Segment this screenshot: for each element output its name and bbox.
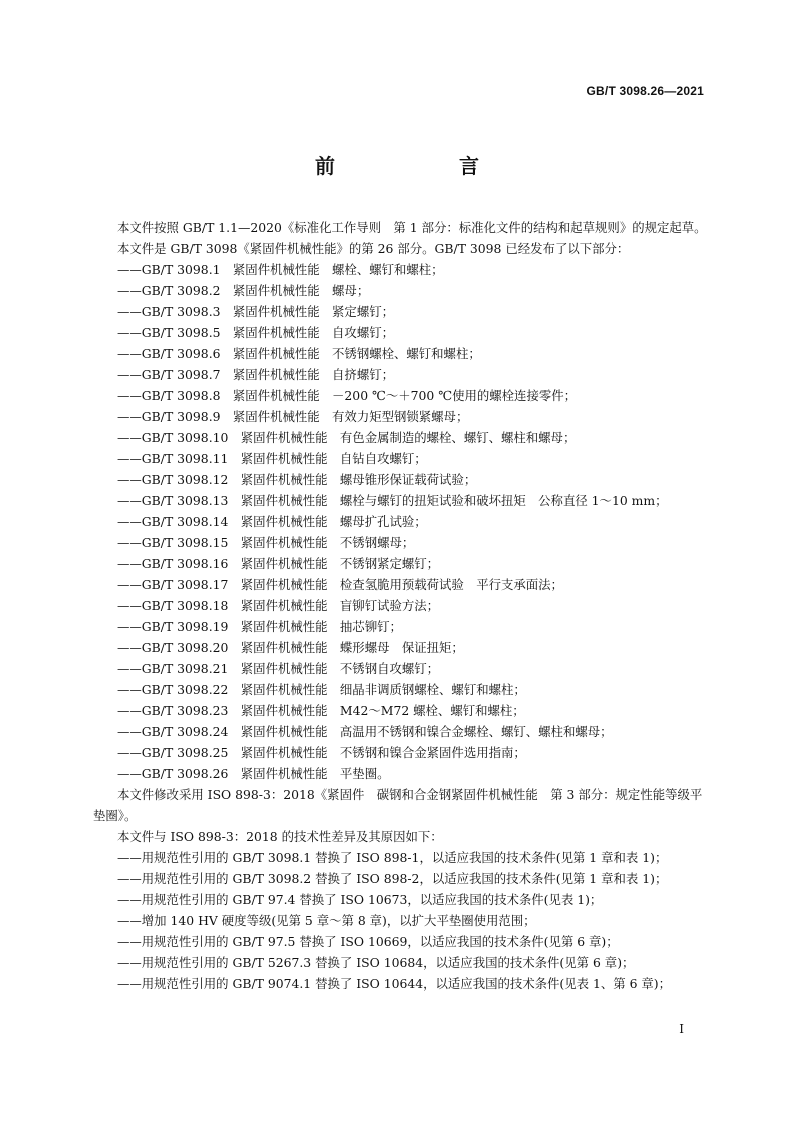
iso-adoption-paragraph: 本文件修改采用 ISO 898-3：2018《紧固件 碳钢和合金钢紧固件机械性能 第 3 部分：规定性能等级平垫圈》。 (93, 787, 703, 823)
list-item: ——GB/T 3098.17 紧固件机械性能 检查氢脆用预载荷试验 平行支承面法； (117, 577, 563, 592)
list-item: ——GB/T 3098.26 紧固件机械性能 平垫圈。 (117, 766, 390, 781)
list-item: ——GB/T 3098.6 紧固件机械性能 不锈钢螺栓、螺钉和螺柱； (117, 346, 481, 361)
list-item: ——GB/T 3098.10 紧固件机械性能 有色金属制造的螺栓、螺钉、螺柱和螺母； (117, 430, 576, 445)
list-item: ——GB/T 3098.12 紧固件机械性能 螺母锥形保证载荷试验； (117, 472, 477, 487)
list-item: ——GB/T 3098.15 紧固件机械性能 不锈钢螺母； (117, 535, 415, 550)
page-number: I (679, 1022, 684, 1036)
list-item: ——GB/T 3098.18 紧固件机械性能 盲铆钉试验方法； (117, 598, 440, 613)
list-item: ——用规范性引用的 GB/T 5267.3 替换了 ISO 10684，以适应我国的技术条件(见第 6 章)； (117, 955, 635, 970)
list-item: ——用规范性引用的 GB/T 3098.2 替换了 ISO 898-2，以适应我国的技术条件(见第 1 章和表 1)； (117, 871, 668, 886)
list-item: ——用规范性引用的 GB/T 97.4 替换了 ISO 10673，以适应我国的技术条件(见表 1)； (117, 892, 603, 907)
list-item: ——GB/T 3098.7 紧固件机械性能 自挤螺钉； (117, 367, 394, 382)
page-title: 前 言 (315, 154, 507, 178)
document-body (93, 217, 707, 994)
list-item: ——GB/T 3098.23 紧固件机械性能 M42～M72 螺栓、螺钉和螺柱； (117, 703, 525, 718)
list-item: ——GB/T 3098.14 紧固件机械性能 螺母扩孔试验； (117, 514, 427, 529)
list-item: ——增加 140 HV 硬度等级(见第 5 章～第 8 章)，以扩大平垫圈使用范围； (117, 913, 536, 928)
list-item: ——GB/T 3098.3 紧固件机械性能 紧定螺钉； (117, 304, 394, 319)
parts-list (117, 259, 707, 784)
list-item: ——GB/T 3098.25 紧固件机械性能 不锈钢和镍合金紧固件选用指南； (117, 745, 526, 760)
list-item: ——GB/T 3098.2 紧固件机械性能 螺母； (117, 283, 370, 298)
list-item: ——GB/T 3098.20 紧固件机械性能 蝶形螺母 保证扭矩； (117, 640, 464, 655)
intro-paragraph: 本文件按照 GB/T 1.1—2020《标准化工作导则 第 1 部分：标准化文件的结构和起草规则》的规定起草。 (117, 220, 707, 235)
list-item: ——GB/T 3098.13 紧固件机械性能 螺栓与螺钉的扭矩试验和破坏扭矩 公称直径 1～10 mm； (117, 493, 668, 508)
list-item: ——GB/T 3098.22 紧固件机械性能 细晶非调质钢螺栓、螺钉和螺柱； (117, 682, 526, 697)
list-item: ——GB/T 3098.11 紧固件机械性能 自钻自攻螺钉； (117, 451, 427, 466)
list-item: ——GB/T 3098.8 紧固件机械性能 －200 ℃～＋700 ℃使用的螺栓连接零件； (117, 388, 577, 403)
list-item: ——用规范性引用的 GB/T 97.5 替换了 ISO 10669，以适应我国的技术条件(见第 6 章)； (117, 934, 619, 949)
list-item: ——GB/T 3098.21 紧固件机械性能 不锈钢自攻螺钉； (117, 661, 440, 676)
standard-code: GB/T 3098.26—2021 (586, 84, 704, 98)
list-item: ——用规范性引用的 GB/T 9074.1 替换了 ISO 10644，以适应我国的技术条件(见表 1、第 6 章)； (117, 976, 672, 991)
list-item: ——GB/T 3098.19 紧固件机械性能 抽芯铆钉； (117, 619, 402, 634)
list-item: ——GB/T 3098.5 紧固件机械性能 自攻螺钉； (117, 325, 394, 340)
list-item: ——GB/T 3098.1 紧固件机械性能 螺栓、螺钉和螺柱； (117, 262, 444, 277)
differences-intro: 本文件与 ISO 898-3：2018 的技术性差异及其原因如下： (117, 829, 443, 844)
list-item: ——GB/T 3098.16 紧固件机械性能 不锈钢紧定螺钉； (117, 556, 440, 571)
intro-paragraph: 本文件是 GB/T 3098《紧固件机械性能》的第 26 部分。GB/T 3098 已经发布了以下部分： (117, 241, 630, 256)
list-item: ——GB/T 3098.9 紧固件机械性能 有效力矩型钢锁紧螺母； (117, 409, 469, 424)
list-item: ——GB/T 3098.24 紧固件机械性能 高温用不锈钢和镍合金螺栓、螺钉、螺柱和螺母； (117, 724, 613, 739)
list-item: ——用规范性引用的 GB/T 3098.1 替换了 ISO 898-1，以适应我国的技术条件(见第 1 章和表 1)； (117, 850, 668, 865)
differences-list (117, 847, 707, 994)
